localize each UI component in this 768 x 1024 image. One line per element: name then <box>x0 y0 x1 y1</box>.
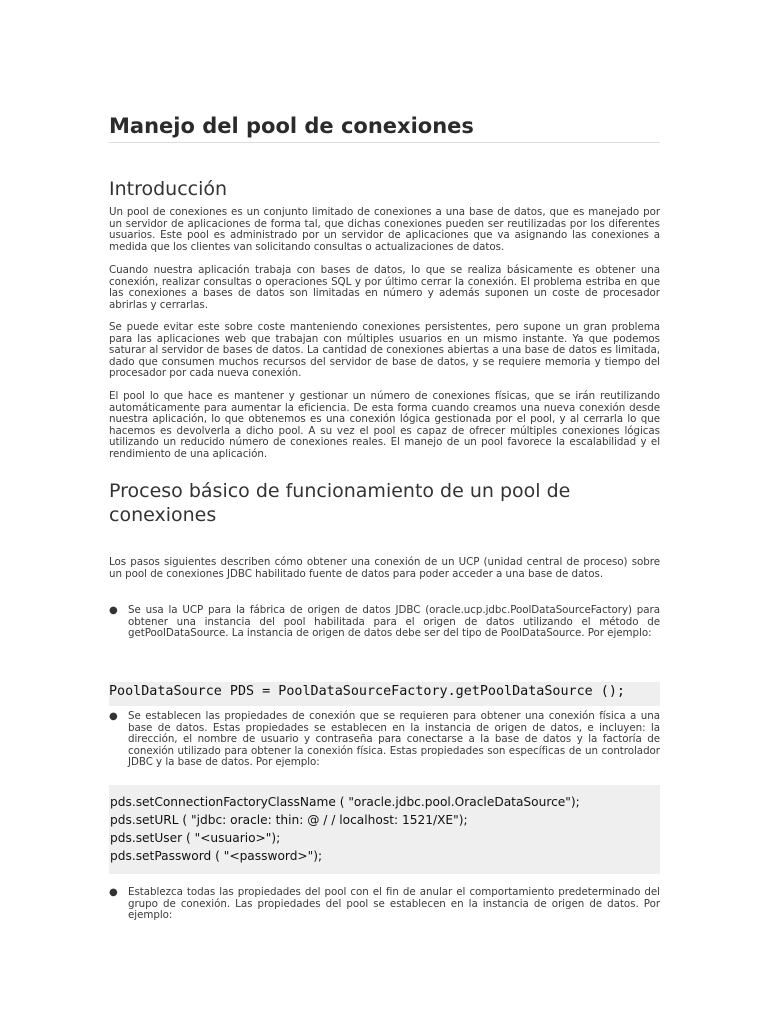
code-block: PoolDataSource PDS = PoolDataSourceFactory.getPoolDataSource (); <box>109 682 660 706</box>
step-list <box>109 605 660 640</box>
process-intro-paragraph: Los pasos siguientes describen cómo obtener una conexión de un UCP (unidad central de proceso) sobre un pool de conexiones JDBC habilitado fuente de datos para poder acceder a una base de datos. <box>109 556 660 580</box>
intro-paragraph: El pool lo que hace es mantener y gestionar un número de conexiones físicas, que se irán reutilizando automáticamente para aumentar la eficiencia. De esta forma cuando creamos una nueva conexión desde nuestra aplicación, lo que obtenemos es una conexión lógica gestionada por el pool, y al cerrarla lo que hacemos es devolverla a dicho pool. A su vez el pool es capaz de ofrecer múltiples conexiones lógicas utilizando un reducido número de conexiones reales. El manejo de un pool favorece la escalabilidad y el rendimiento de una aplicación. <box>109 390 660 460</box>
code-line: pds.setPassword ( "<password>"); <box>110 849 323 863</box>
intro-paragraph: Se puede evitar este sobre coste manteniendo conexiones persistentes, pero supone un gran problema para las aplicaciones web que trabajan con múltiples usuarios en un mismo instante. Ya que podemos saturar al servidor de bases de datos. La cantidad de conexiones abiertas a una base de datos es limitada, dado que consumen muchos recursos del servidor de base de datos, y se requiere memoria y tiempo del procesador por cada nueva conexión. <box>109 321 660 380</box>
code-line: pds.setUser ( "<usuario>"); <box>110 831 281 845</box>
list-item <box>109 605 660 640</box>
intro-paragraph: Cuando nuestra aplicación trabaja con bases de datos, lo que se realiza básicamente es obtener una conexión, realizar consultas o operaciones SQL y por último cerrar la conexión. El problema estriba en que las conexiones a bases de datos son limitadas en número y además suponen un coste de procesador abrirlas y cerrarlas. <box>109 264 660 311</box>
page-title: Manejo del pool de conexiones <box>109 113 660 143</box>
step-list <box>109 711 660 769</box>
list-item <box>109 887 660 922</box>
intro-paragraph: Un pool de conexiones es un conjunto limitado de conexiones a una base de datos, que es manejado por un servidor de aplicaciones de forma tal, que dichas conexiones pueden ser reutilizadas por los diferentes usuarios. Este pool es administrado por un servidor de aplicaciones que va asignando las conexiones a medida que los clientes van solicitando consultas o actualizaciones de datos. <box>109 206 660 253</box>
list-item <box>109 711 660 769</box>
bullet-icon: ● <box>109 887 118 898</box>
list-item-text: Establezca todas las propiedades del pool con el fin de anular el comportamiento predeterminado del grupo de conexión. Las propiedades del pool se establecen en la instancia de origen de datos. Por ejemplo: <box>128 886 660 922</box>
step-list <box>109 887 660 922</box>
code-line: pds.setURL ( "jdbc: oracle: thin: @ / / localhost: 1521/XE"); <box>110 813 468 827</box>
list-item-text: Se usa la UCP para la fábrica de origen de datos JDBC (oracle.ucp.jdbc.PoolDataSourceFactory) para obtener una instancia del pool habilitada para el origen de datos utilizando el método de getPoolDataSource. La instancia de origen de datos debe ser del tipo de PoolDataSource. Por ejemplo: <box>128 604 660 640</box>
code-block <box>109 785 660 874</box>
list-item-text: Se establecen las propiedades de conexión que se requieren para obtener una conexión física a una base de datos. Estas propiedades se establecen en la instancia de origen de datos, e incluyen: la dirección, el nombre de usuario y contraseña para conectarse a la base de datos y la factoría de conexión utilizado para obtener la conexión física. Estas propiedades son específicas de un controlador JDBC y la base de datos. Por ejemplo: <box>128 710 660 769</box>
bullet-icon: ● <box>109 711 118 722</box>
intro-heading: Introducción <box>109 178 228 200</box>
process-heading: Proceso básico de funcionamiento de un pool de conexiones <box>109 480 571 526</box>
bullet-icon: ● <box>109 605 118 616</box>
code-line: pds.setConnectionFactoryClassName ( "oracle.jdbc.pool.OracleDataSource"); <box>110 795 580 809</box>
